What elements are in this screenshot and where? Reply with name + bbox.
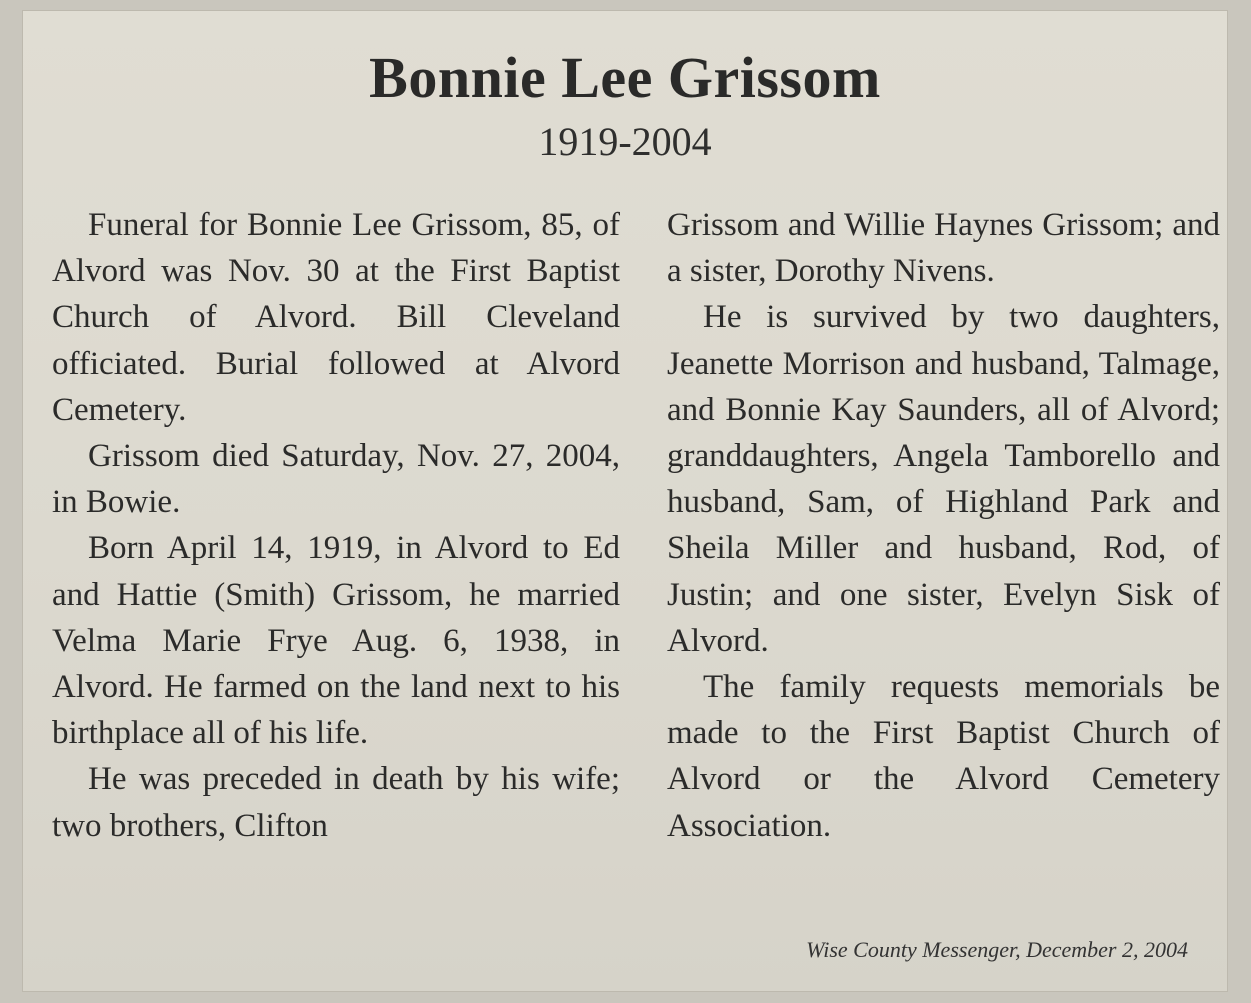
paragraph-memorials: The family requests memorials be made to the First Baptist Church of Alvord or the Alvord Cemetery Association. (667, 669, 1220, 844)
life-years: 1919-2004 (538, 119, 712, 164)
paragraph-preceded-continued: Grissom and Willie Haynes Grissom; and a sister, Dorothy Nivens. (667, 207, 1220, 290)
left-text-column (52, 202, 620, 849)
obituary-clipping (22, 10, 1228, 992)
paragraph-preceded: He was preceded in death by his wife; two brothers, Clifton (52, 761, 620, 844)
paragraph-survived: He is survived by two daughters, Jeanette Morrison and husband, Talmage, and Bonnie Kay Saunders, all of Alvord; granddaughters, Angela Tamborello and husband, Sam, of Highland Park and Sheila Miller and husband, Rod, of Justin; and one sister, Evelyn Sisk of Alvord. (667, 299, 1220, 659)
paragraph-funeral: Funeral for Bonnie Lee Grissom, 85, of Alvord was Nov. 30 at the First Baptist Church of Alvord. Bill Cleveland officiated. Burial followed at Alvord Cemetery. (52, 207, 620, 428)
source-credit: Wise County Messenger, December 2, 2004 (806, 937, 1188, 962)
paragraph-birth: Born April 14, 1919, in Alvord to Ed and Hattie (Smith) Grissom, he married Velma Marie Frye Aug. 6, 1938, in Alvord. He farmed on the land next to his birthplace all of his life. (52, 530, 620, 752)
paragraph-death: Grissom died Saturday, Nov. 27, 2004, in Bowie. (52, 438, 620, 521)
right-text-column (667, 202, 1220, 849)
obituary-title: Bonnie Lee Grissom (369, 45, 881, 110)
